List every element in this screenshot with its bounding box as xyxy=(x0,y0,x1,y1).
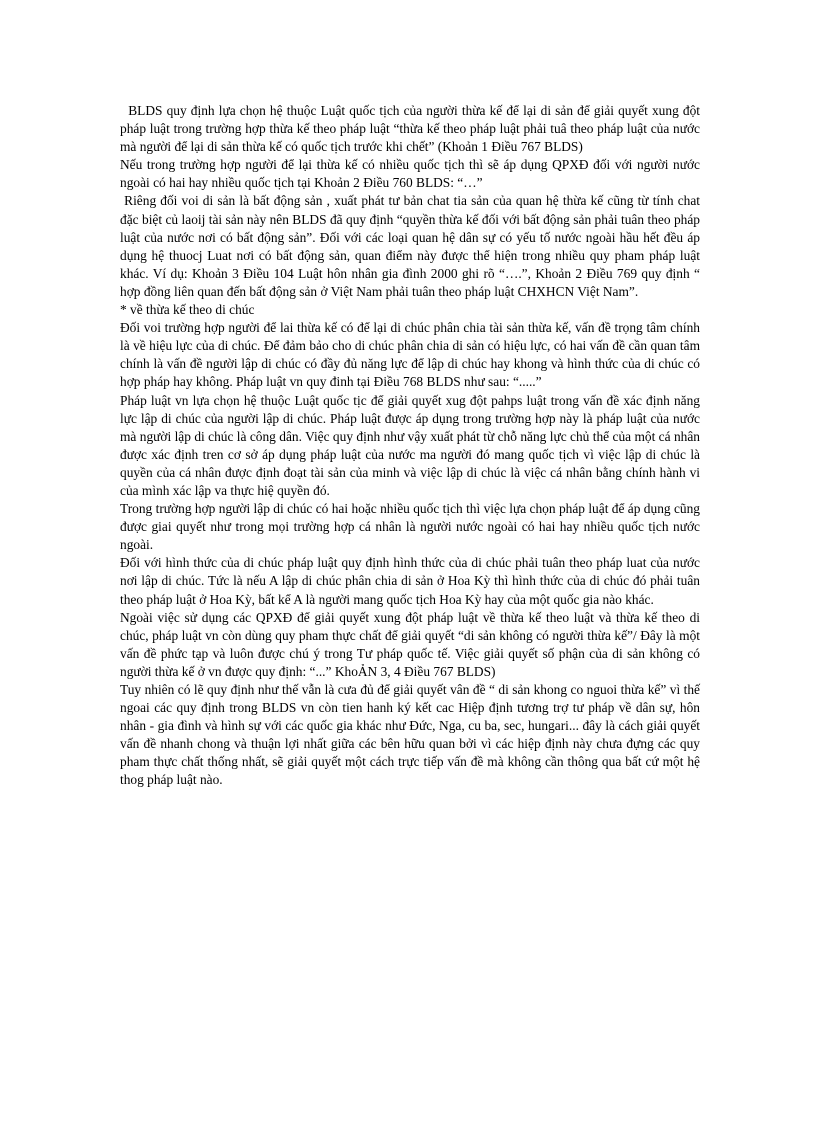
paragraph: Riêng đối voi di sản là bất động sản , xuất phát tư bản chat tia sản của quan hệ thừa kế cũng từ tính chat đặc biệt củ laoij tài sản này nên BLDS đã quy định “quyền thừa kế đối với bất động sản phải tuân theo pháp luật của nước nơi có bất động sản”. Đối với các loại quan hệ dân sự có yếu tố nước ngoài hầu hết đều áp dụng hệ thuocj Luat nơi có bất động sản, quan điểm này được thể hiện trong nhiều quy pham pháp luật khác. Ví dụ: Khoản 3 Điều 104 Luật hôn nhân gia đình 2000 ghi rõ “….”, Khoản 2 Điều 769 quy định “ hợp đồng liên quan đến bất động sản ở Việt Nam phải tuân theo pháp luật CHXHCN Việt Nam”. xyxy=(120,193,700,299)
document-body xyxy=(120,102,700,790)
paragraph: Trong trường hợp người lập di chúc có hai hoặc nhiều quốc tịch thì việc lựa chọn pháp luật để áp dụng cũng được giai quyết như trong mọi trường hợp cá nhân là người nước ngoài có hai hay nhiều quốc tịch nước ngoài. xyxy=(120,501,700,553)
paragraph: Tuy nhiên có lẽ quy định như thế vẫn là cưa đủ để giải quyết vân đề “ di sản khong co nguoi thừa kế” vì thế ngoai các quy định trong BLDS vn còn tien hanh ký kết cac Hiệp định tương trợ tư pháp về dân sự, hôn nhân - gia đình và hình sự với các quốc gia khác như Đức, Nga, cu ba, sec, hungari... đây là cách giải quyết vấn đề nhanh chong và thuận lợi nhất giữa các bên hữu quan bởi vì các hiệp định này chưa đựng các quy pham thực chất thống nhất, sẽ giải quyết một cách trực tiếp vấn đề mà không cần thông qua bất cứ một hệ thog pháp luật nào. xyxy=(120,682,700,788)
paragraph: Ngoài việc sử dụng các QPXĐ để giải quyết xung đột pháp luật về thừa kế theo luật và thừa kế theo di chúc, pháp luật vn còn dùng quy pham thực chất để giải quyết “di sản không có người thừa kế”/ Đây là một vấn đề phức tạp và luôn được chú ý trong Tư pháp quốc tế. Việc giải quyết số phận của di sản không có người thừa kế ở vn được quy định: “...” KhoẢN 3, 4 Điều 767 BLDS) xyxy=(120,609,700,679)
paragraph: Đối với hình thức của di chúc pháp luật quy định hình thức của di chúc phải tuân theo pháp luat của nước nơi lập di chúc. Tức là nếu A lập di chúc phân chia di sản ở Hoa Kỳ thì hình thức của di chúc đó phải tuân theo pháp luật ở Hoa Kỳ, bất kể A là người mang quốc tịch Hoa Kỳ hay của một quốc gia nào khác. xyxy=(120,555,700,607)
section-heading: * về thừa kế theo di chúc xyxy=(120,302,255,318)
paragraph: Pháp luật vn lựa chọn hệ thuộc Luật quốc tịc để giải quyết xug đột pahps luật trong vấn đề xác định năng lực lập di chúc của người lập di chúc. Pháp luật được áp dụng trong trường hợp này là pháp luật của nước mà người lập di chúc là công dân. Việc quy định như vậy xuất phát từ chỗ năng lực chủ thể của một cá nhân được xác định tren cơ sở áp dụng pháp luật của nước ma người đó mang quốc tịch vì việc lập di chúc là quyền của cá nhân được định đoạt tài sản của minh và việc lập di chúc là việc cá nhân bằng chính hành vi của mình xác lập va thực hiệ quyền đó. xyxy=(120,392,700,498)
paragraph: Nếu trong trường hợp người để lại thừa kế có nhiều quốc tịch thì sẽ áp dụng QPXĐ đối với người nước ngoài có hai hay nhiều quốc tịch tại Khoản 2 Điều 760 BLDS: “…” xyxy=(120,157,700,191)
paragraph: BLDS quy định lựa chọn hệ thuộc Luật quốc tịch của người thừa kế để lại di sản để giải quyết xung đột pháp luật trong trường hợp thừa kế theo pháp luật “thừa kế theo pháp luật phải tuâ theo pháp luật của nước mà người để lại di sản thừa kế có quốc tịch trước khi chết” (Khoản 1 Điều 767 BLDS) xyxy=(120,103,700,155)
paragraph: Đối voi trường hợp người để lai thừa kế có để lại di chúc phân chia tài sản thừa kế, vấn đề trọng tâm chính là về hiệu lực của di chúc. Để đảm bảo cho di chúc phân chia di sản có hiệu lực, có hai vấn đề cần quan tâm chính là vấn đề người lập di chúc có đầy đủ năng lực để lập di chúc hay khong và hình thức của di chúc có hợp pháp hay không. Pháp luật vn quy đinh tại Điều 768 BLDS như sau: “.....” xyxy=(120,320,700,390)
